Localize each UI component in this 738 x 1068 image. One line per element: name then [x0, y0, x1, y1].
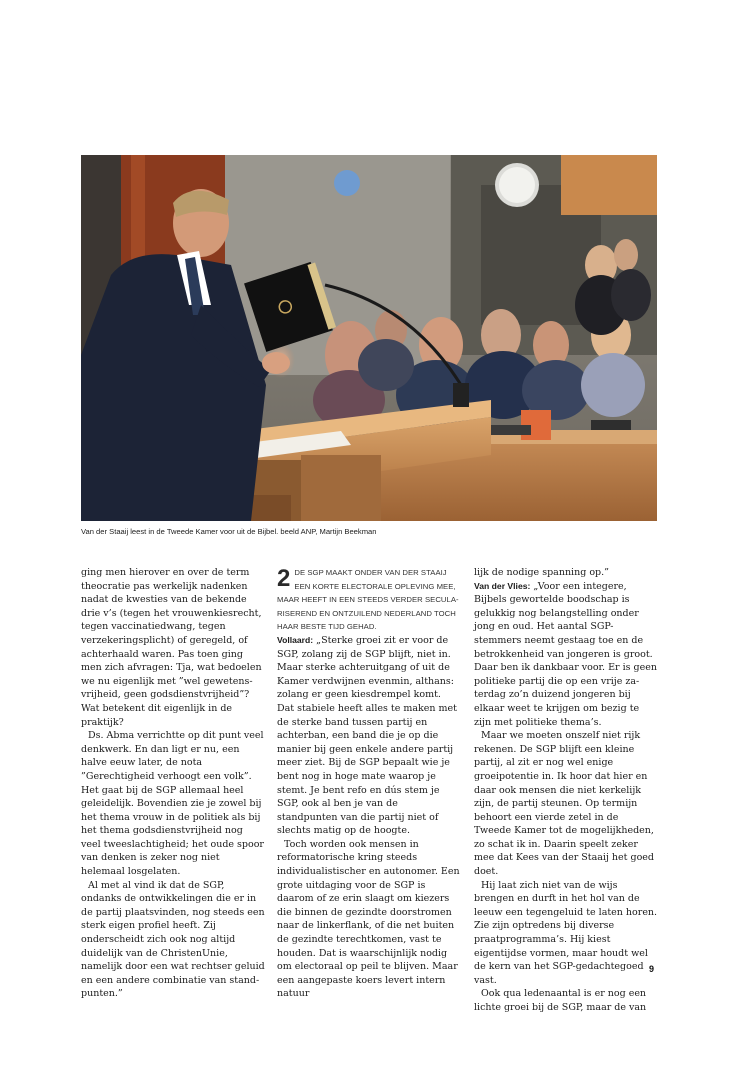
question-number: 2	[277, 565, 291, 592]
parliament-speaker-photo-icon	[81, 155, 657, 521]
col3-paragraph-3: Hij laat zich niet van de wijs brengen en durft in het hol van de leeuw een tegengeluid te laten horen. Zie zijn optredens bij diverse praatprogramma’s. Hij kiest eigentijdse vormen, maar houdt wel de kern van het SGP-gedachtegoed vast.	[474, 879, 658, 986]
col1-paragraph-3: Al met al vind ik dat de SGP, ondanks de ontwikkelingen die er in de partij plaatsvinden, nog steeds een sterk eigen profiel heeft. Zij onderscheidt zich ook nog altijd duidelijk van de ChristenUnie, namelijk door een wat rechtser geluid en een andere combinatie van standpunten.”	[81, 879, 265, 1000]
speaker-vollaard: Vollaard:	[277, 634, 314, 645]
page-number: 9	[649, 964, 655, 974]
col3-paragraph-4: Ook qua ledenaantal is er nog een lichte groei bij de SGP, maar de van	[474, 988, 647, 1013]
col3-paragraph-1	[474, 580, 658, 730]
column-2	[277, 566, 461, 1001]
col1-paragraph-2: Ds. Abma verrichtte op dit punt veel denkwerk. En dan ligt er nu, een halve eeuw later, de nota ”Gerechtigheid verhoogt een volk”. Het gaat bij de SGP allemaal heel geleidelijk. Bovendien zie je zowel bij het thema vrouw in de politiek als bij het thema godsdienstvrijheid nog veel tweeslachtigheid; het oude spoor van denken is zeker nog niet helemaal losgelaten.	[81, 730, 264, 878]
question-block	[277, 566, 461, 634]
col2-paragraph-1	[277, 634, 461, 838]
col2-paragraph-2: Toch worden ook mensen in reformatorische kring steeds individualistischer en autonomer. Een grote uitdaging voor de SGP is daarom of ze erin slaagt om kiezers die binnen de gezindte doorstromen naar de linkerflank, of die net buiten de gezindte terechtkomen, vast te houden. Dat is waarschijnlijk nodig om electoraal op peil te blijven. Maar een aangepaste koers levert intern natuur	[277, 838, 460, 1000]
col1-paragraph-1: ging men hierover en over de term theocratie pas werkelijk nadenken nadat de kwesties van de bekende drie v’s (tegen het vrouwenkiesrecht, tegen vaccinatiedwang, tegen verzekeringsplicht) of geregeld, of achterhaald waren. Pas toen ging men zich afvragen: Tja, wat bedoelen we nu eigenlijk met ”wel gewetensvrijheid, geen godsdienstvrijheid”? Wat betekent dit eigenlijk in de praktijk?	[81, 567, 262, 728]
col3-paragraph-0: lijk de nodige spanning op.”	[474, 567, 609, 578]
photo-caption: Van der Staaij leest in de Tweede Kamer voor uit de Bijbel. beeld ANP, Martijn Beekman	[81, 527, 377, 536]
article-photo	[81, 155, 657, 521]
column-3	[474, 566, 658, 1015]
question-text: DE SGP MAAKT ONDER VAN DER STAAIJ EEN KORTE ELECTORALE OPLEVING MEE, MAAR HEEFT IN EEN STEEDS VERDER SECULARISEREND EN ONTZUILEND NEDERLAND TOCH HAAR BESTE TIJD GEHAD.	[277, 568, 459, 632]
col3-paragraph-2: Maar we moeten onszelf niet rijk rekenen. De SGP blijft een kleine partij, al zit er nog wel enige groeipotentie in. Ik hoor dat hier en daar ook mensen die niet kerkelijk zijn, de partij steunen. Op termijn behoort een vierde zetel in de Tweede Kamer tot de mogelijkheden, zo schat ik in. Daarin speelt zeker mee dat Kees van der Staaij het goed doet.	[474, 730, 655, 878]
col3-paragraph-1-text: „Voor een integere, Bijbels gewortelde boodschap is gelukkig nog belangstelling onder jong en oud. Het aantal SGP-stemmers neemt gestaag toe en de betrokkenheid van jongeren is groot. Daar ben ik dankbaar voor. Er is geen politieke partij die op een vrije zaterdag zo’n duizend jongeren bij elkaar weet te krijgen om bezig te zijn met politieke thema’s.	[474, 580, 657, 728]
speaker-van-der-vlies: Van der Vlies:	[474, 580, 531, 591]
col2-paragraph-1-text: „Sterke groei zit er voor de SGP, zolang zij de SGP blijft, niet in. Maar sterke achteruitgang of uit de Kamer verdwijnen evenmin, althans: zolang er geen kiesdrempel komt. Dat stabiele heeft alles te maken met de sterke band tussen partij en achterban, een band die je op die manier bij geen enkele andere partij meer ziet. Bij de SGP bepaalt wie je bent nog in hoge mate waarop je stemt. Je bent refo en dús stem je SGP, ook al ben je van de standpunten van die partij niet of slechts matig op de hoogte.	[277, 634, 457, 837]
column-1	[81, 566, 265, 1001]
